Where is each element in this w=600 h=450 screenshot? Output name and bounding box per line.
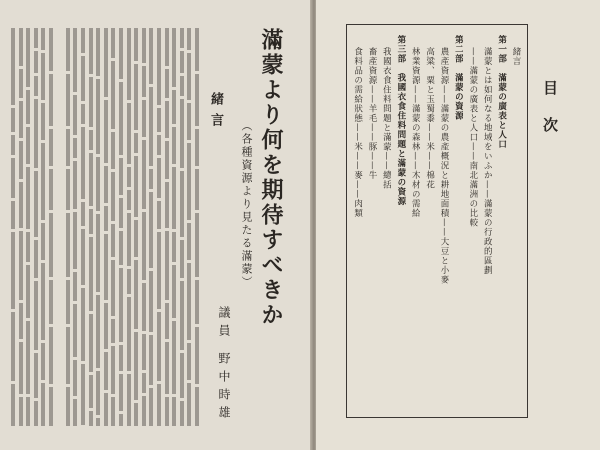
text-line bbox=[195, 280, 199, 324]
text-line bbox=[142, 100, 146, 137]
text-line bbox=[111, 132, 115, 169]
text-line bbox=[41, 103, 45, 140]
text-line bbox=[26, 127, 30, 164]
text-line bbox=[157, 312, 161, 381]
toc-part-heading: 第二部 滿蒙の資源 bbox=[453, 35, 464, 121]
text-line bbox=[165, 141, 169, 179]
text-line bbox=[89, 237, 93, 311]
text-line bbox=[149, 388, 153, 426]
toc-part-heading: 第三部 我國衣食住料問題と滿蒙の資源 bbox=[395, 35, 406, 206]
text-line bbox=[81, 229, 85, 285]
text-line bbox=[96, 79, 100, 154]
text-line bbox=[134, 64, 138, 130]
text-line bbox=[11, 201, 15, 229]
text-column bbox=[147, 28, 154, 426]
text-line bbox=[172, 127, 176, 164]
text-line bbox=[195, 327, 199, 384]
text-line bbox=[81, 364, 85, 425]
text-line bbox=[180, 51, 184, 73]
text-line bbox=[73, 399, 77, 426]
text-line bbox=[172, 397, 176, 426]
text-line bbox=[180, 240, 184, 278]
text-column bbox=[64, 28, 71, 426]
toc-title: 目次 bbox=[541, 80, 559, 154]
text-line bbox=[172, 167, 176, 229]
text-line bbox=[49, 129, 53, 166]
text-column bbox=[185, 28, 192, 426]
text-column bbox=[178, 28, 185, 426]
text-line bbox=[187, 343, 191, 380]
text-line bbox=[89, 314, 93, 372]
text-line bbox=[26, 28, 30, 87]
text-line bbox=[66, 280, 70, 324]
text-line bbox=[41, 223, 45, 260]
article-subtitle: （各種資源より見たる滿蒙） bbox=[240, 120, 253, 289]
text-line bbox=[187, 28, 191, 50]
text-line bbox=[89, 77, 93, 127]
text-line bbox=[119, 28, 123, 79]
text-line bbox=[195, 129, 199, 166]
text-line bbox=[104, 352, 108, 390]
text-line bbox=[119, 414, 123, 426]
text-line bbox=[11, 232, 15, 309]
toc-part-heading: 第一部 滿蒙の廣表と人口 bbox=[496, 35, 507, 149]
text-line bbox=[142, 140, 146, 209]
text-line bbox=[127, 28, 131, 100]
text-line bbox=[19, 28, 23, 66]
toc-entry: 滿蒙とは如何なる地域をいふか——滿蒙の行政的區劃 bbox=[482, 47, 493, 275]
text-line bbox=[19, 141, 23, 179]
text-line bbox=[134, 28, 138, 61]
text-line bbox=[66, 169, 70, 210]
text-line bbox=[134, 403, 138, 426]
text-line bbox=[96, 371, 100, 415]
text-column bbox=[132, 28, 139, 426]
toc-entry: 林業資源——滿蒙の森林——木材の需給 bbox=[410, 47, 421, 218]
text-line bbox=[142, 28, 146, 63]
text-line bbox=[157, 158, 161, 198]
text-line bbox=[73, 161, 77, 209]
text-line bbox=[180, 171, 184, 237]
text-line bbox=[195, 74, 199, 126]
text-line bbox=[119, 374, 123, 411]
text-line bbox=[26, 397, 30, 426]
text-line bbox=[49, 169, 53, 210]
text-line bbox=[81, 104, 85, 124]
text-line bbox=[11, 312, 15, 381]
text-line bbox=[66, 387, 70, 426]
text-line bbox=[41, 53, 45, 100]
text-line bbox=[165, 101, 169, 138]
text-line bbox=[34, 171, 38, 237]
text-line bbox=[49, 213, 53, 277]
text-line bbox=[89, 411, 93, 426]
text-line bbox=[172, 90, 176, 124]
text-line bbox=[96, 214, 100, 292]
text-line bbox=[111, 224, 115, 257]
text-line bbox=[195, 169, 199, 210]
text-line bbox=[165, 397, 169, 426]
text-line bbox=[11, 108, 15, 132]
text-line bbox=[127, 297, 131, 371]
text-line bbox=[34, 281, 38, 350]
toc-entries bbox=[347, 25, 527, 417]
text-line bbox=[149, 169, 153, 189]
text-line bbox=[26, 265, 30, 318]
text-line bbox=[111, 346, 115, 394]
text-line bbox=[127, 190, 131, 210]
text-line bbox=[34, 99, 38, 168]
text-line bbox=[73, 95, 77, 135]
text-line bbox=[66, 327, 70, 384]
text-line bbox=[34, 353, 38, 398]
text-line bbox=[81, 127, 85, 199]
text-line bbox=[165, 303, 169, 339]
text-line bbox=[157, 384, 161, 426]
text-line bbox=[66, 28, 70, 71]
text-line bbox=[157, 28, 161, 105]
text-line bbox=[89, 375, 93, 408]
text-line bbox=[104, 234, 108, 300]
text-line bbox=[34, 401, 38, 426]
text-line bbox=[134, 260, 138, 329]
text-line bbox=[172, 28, 176, 87]
text-column bbox=[140, 28, 147, 426]
toc-entry: 畜產資源——羊毛——豚——牛 bbox=[367, 47, 377, 180]
text-line bbox=[66, 74, 70, 126]
article-title: 滿蒙より何を期待すべきか bbox=[258, 28, 284, 328]
text-column bbox=[39, 28, 46, 426]
text-line bbox=[34, 76, 38, 96]
text-line bbox=[149, 192, 153, 268]
text-line bbox=[180, 281, 184, 350]
text-line bbox=[142, 334, 146, 370]
text-line bbox=[165, 182, 169, 228]
text-column bbox=[32, 28, 39, 426]
intro-heading: 緒言 bbox=[208, 92, 223, 134]
text-line bbox=[157, 108, 161, 132]
text-line bbox=[49, 327, 53, 384]
text-line bbox=[49, 74, 53, 126]
text-line bbox=[149, 335, 153, 385]
text-line bbox=[157, 232, 161, 309]
text-line bbox=[34, 240, 38, 278]
text-line bbox=[187, 53, 191, 100]
text-column bbox=[109, 28, 116, 426]
text-line bbox=[26, 321, 30, 394]
text-column bbox=[193, 28, 200, 426]
text-line bbox=[104, 166, 108, 203]
text-line bbox=[142, 212, 146, 280]
text-line bbox=[26, 167, 30, 229]
text-line bbox=[134, 133, 138, 153]
text-line bbox=[165, 69, 169, 98]
text-column bbox=[117, 28, 124, 426]
text-line bbox=[119, 345, 123, 371]
text-column bbox=[94, 28, 101, 426]
text-line bbox=[81, 28, 85, 53]
text-line bbox=[172, 232, 176, 262]
text-line bbox=[172, 321, 176, 394]
text-line bbox=[73, 304, 77, 357]
text-line bbox=[41, 143, 45, 220]
text-line bbox=[41, 343, 45, 380]
text-line bbox=[41, 263, 45, 340]
text-line bbox=[127, 103, 131, 164]
text-line bbox=[19, 342, 23, 394]
text-line bbox=[187, 383, 191, 426]
text-line bbox=[81, 202, 85, 226]
toc-entry: 食料品の需給狀態——米——麥——肉類 bbox=[352, 47, 363, 218]
text-line bbox=[104, 28, 108, 97]
text-line bbox=[104, 206, 108, 231]
text-line bbox=[187, 223, 191, 260]
text-line bbox=[157, 135, 161, 155]
table-of-contents-box bbox=[346, 24, 528, 418]
text-line bbox=[96, 418, 100, 426]
text-line bbox=[119, 268, 123, 342]
body-text-block-2 bbox=[6, 28, 54, 426]
toc-entry: 我國衣食住料問題と滿蒙——總括 bbox=[381, 47, 392, 190]
text-line bbox=[134, 156, 138, 217]
text-line bbox=[142, 373, 146, 393]
text-line bbox=[187, 263, 191, 340]
text-line bbox=[195, 387, 199, 426]
text-line bbox=[89, 28, 93, 74]
text-line bbox=[111, 61, 115, 129]
text-line bbox=[111, 397, 115, 426]
text-line bbox=[11, 135, 15, 155]
text-line bbox=[34, 28, 38, 48]
text-line bbox=[49, 387, 53, 426]
text-line bbox=[134, 332, 138, 400]
text-line bbox=[127, 213, 131, 266]
text-line bbox=[127, 269, 131, 294]
text-line bbox=[26, 232, 30, 262]
text-line bbox=[66, 213, 70, 277]
text-line bbox=[49, 28, 53, 71]
text-line bbox=[111, 28, 115, 58]
text-line bbox=[180, 353, 184, 398]
text-line bbox=[127, 374, 131, 426]
text-line bbox=[89, 209, 93, 234]
text-column bbox=[170, 28, 177, 426]
text-line bbox=[165, 28, 169, 66]
text-line bbox=[96, 28, 100, 76]
text-line bbox=[96, 157, 100, 211]
text-line bbox=[19, 101, 23, 138]
text-line bbox=[187, 103, 191, 140]
text-line bbox=[34, 51, 38, 73]
text-column bbox=[102, 28, 109, 426]
text-line bbox=[11, 384, 15, 426]
text-column bbox=[79, 28, 86, 426]
text-line bbox=[134, 220, 138, 257]
toc-entry: ——滿蒙の廣表と人口——南北滿洲の比較 bbox=[467, 47, 478, 228]
text-line bbox=[180, 28, 184, 48]
toc-entry: 高粱、粟と玉蜀黍——米——棉花 bbox=[424, 47, 435, 190]
text-line bbox=[119, 158, 123, 195]
text-line bbox=[73, 212, 77, 269]
text-line bbox=[41, 28, 45, 50]
text-line bbox=[41, 383, 45, 426]
text-column bbox=[9, 28, 16, 426]
text-line bbox=[73, 28, 77, 92]
text-line bbox=[180, 99, 184, 168]
text-line bbox=[149, 271, 153, 332]
text-line bbox=[149, 87, 153, 166]
text-line bbox=[11, 158, 15, 198]
text-line bbox=[119, 198, 123, 228]
text-line bbox=[11, 28, 15, 105]
text-line bbox=[187, 143, 191, 220]
body-text-block bbox=[60, 28, 200, 426]
text-line bbox=[142, 66, 146, 97]
text-column bbox=[155, 28, 162, 426]
text-column bbox=[17, 28, 24, 426]
text-line bbox=[157, 201, 161, 229]
text-line bbox=[73, 272, 77, 301]
text-column bbox=[47, 28, 54, 426]
text-line bbox=[19, 69, 23, 98]
text-line bbox=[81, 56, 85, 101]
text-line bbox=[73, 360, 77, 396]
text-line bbox=[66, 129, 70, 166]
text-line bbox=[195, 213, 199, 277]
text-line bbox=[19, 303, 23, 339]
text-line bbox=[119, 82, 123, 155]
text-line bbox=[119, 231, 123, 265]
text-column bbox=[163, 28, 170, 426]
text-line bbox=[104, 303, 108, 349]
text-line bbox=[111, 319, 115, 343]
text-line bbox=[165, 342, 169, 394]
text-line bbox=[19, 231, 23, 300]
text-column bbox=[71, 28, 78, 426]
text-column bbox=[87, 28, 94, 426]
text-line bbox=[111, 172, 115, 221]
text-line bbox=[165, 231, 169, 300]
text-line bbox=[104, 393, 108, 426]
text-line bbox=[49, 280, 53, 324]
text-line bbox=[149, 28, 153, 84]
text-line bbox=[73, 138, 77, 158]
text-line bbox=[89, 153, 93, 206]
text-column bbox=[125, 28, 132, 426]
toc-entry: 農產資源——滿蒙の農產概況と耕地面積——大豆と小麥 bbox=[439, 47, 449, 285]
text-line bbox=[89, 130, 93, 150]
text-line bbox=[172, 265, 176, 318]
text-line bbox=[142, 283, 146, 331]
text-line bbox=[19, 397, 23, 426]
text-line bbox=[96, 295, 100, 368]
text-line bbox=[195, 28, 199, 71]
text-line bbox=[180, 401, 184, 426]
text-line bbox=[142, 396, 146, 426]
article-author: 議員 野中時雄 bbox=[217, 306, 231, 424]
text-column bbox=[24, 28, 31, 426]
text-line bbox=[127, 167, 131, 187]
text-line bbox=[26, 90, 30, 124]
text-line bbox=[81, 288, 85, 361]
text-line bbox=[111, 260, 115, 316]
toc-entry: 緒言 bbox=[511, 47, 521, 66]
text-line bbox=[104, 100, 108, 163]
text-line bbox=[180, 76, 184, 96]
text-line bbox=[19, 182, 23, 228]
